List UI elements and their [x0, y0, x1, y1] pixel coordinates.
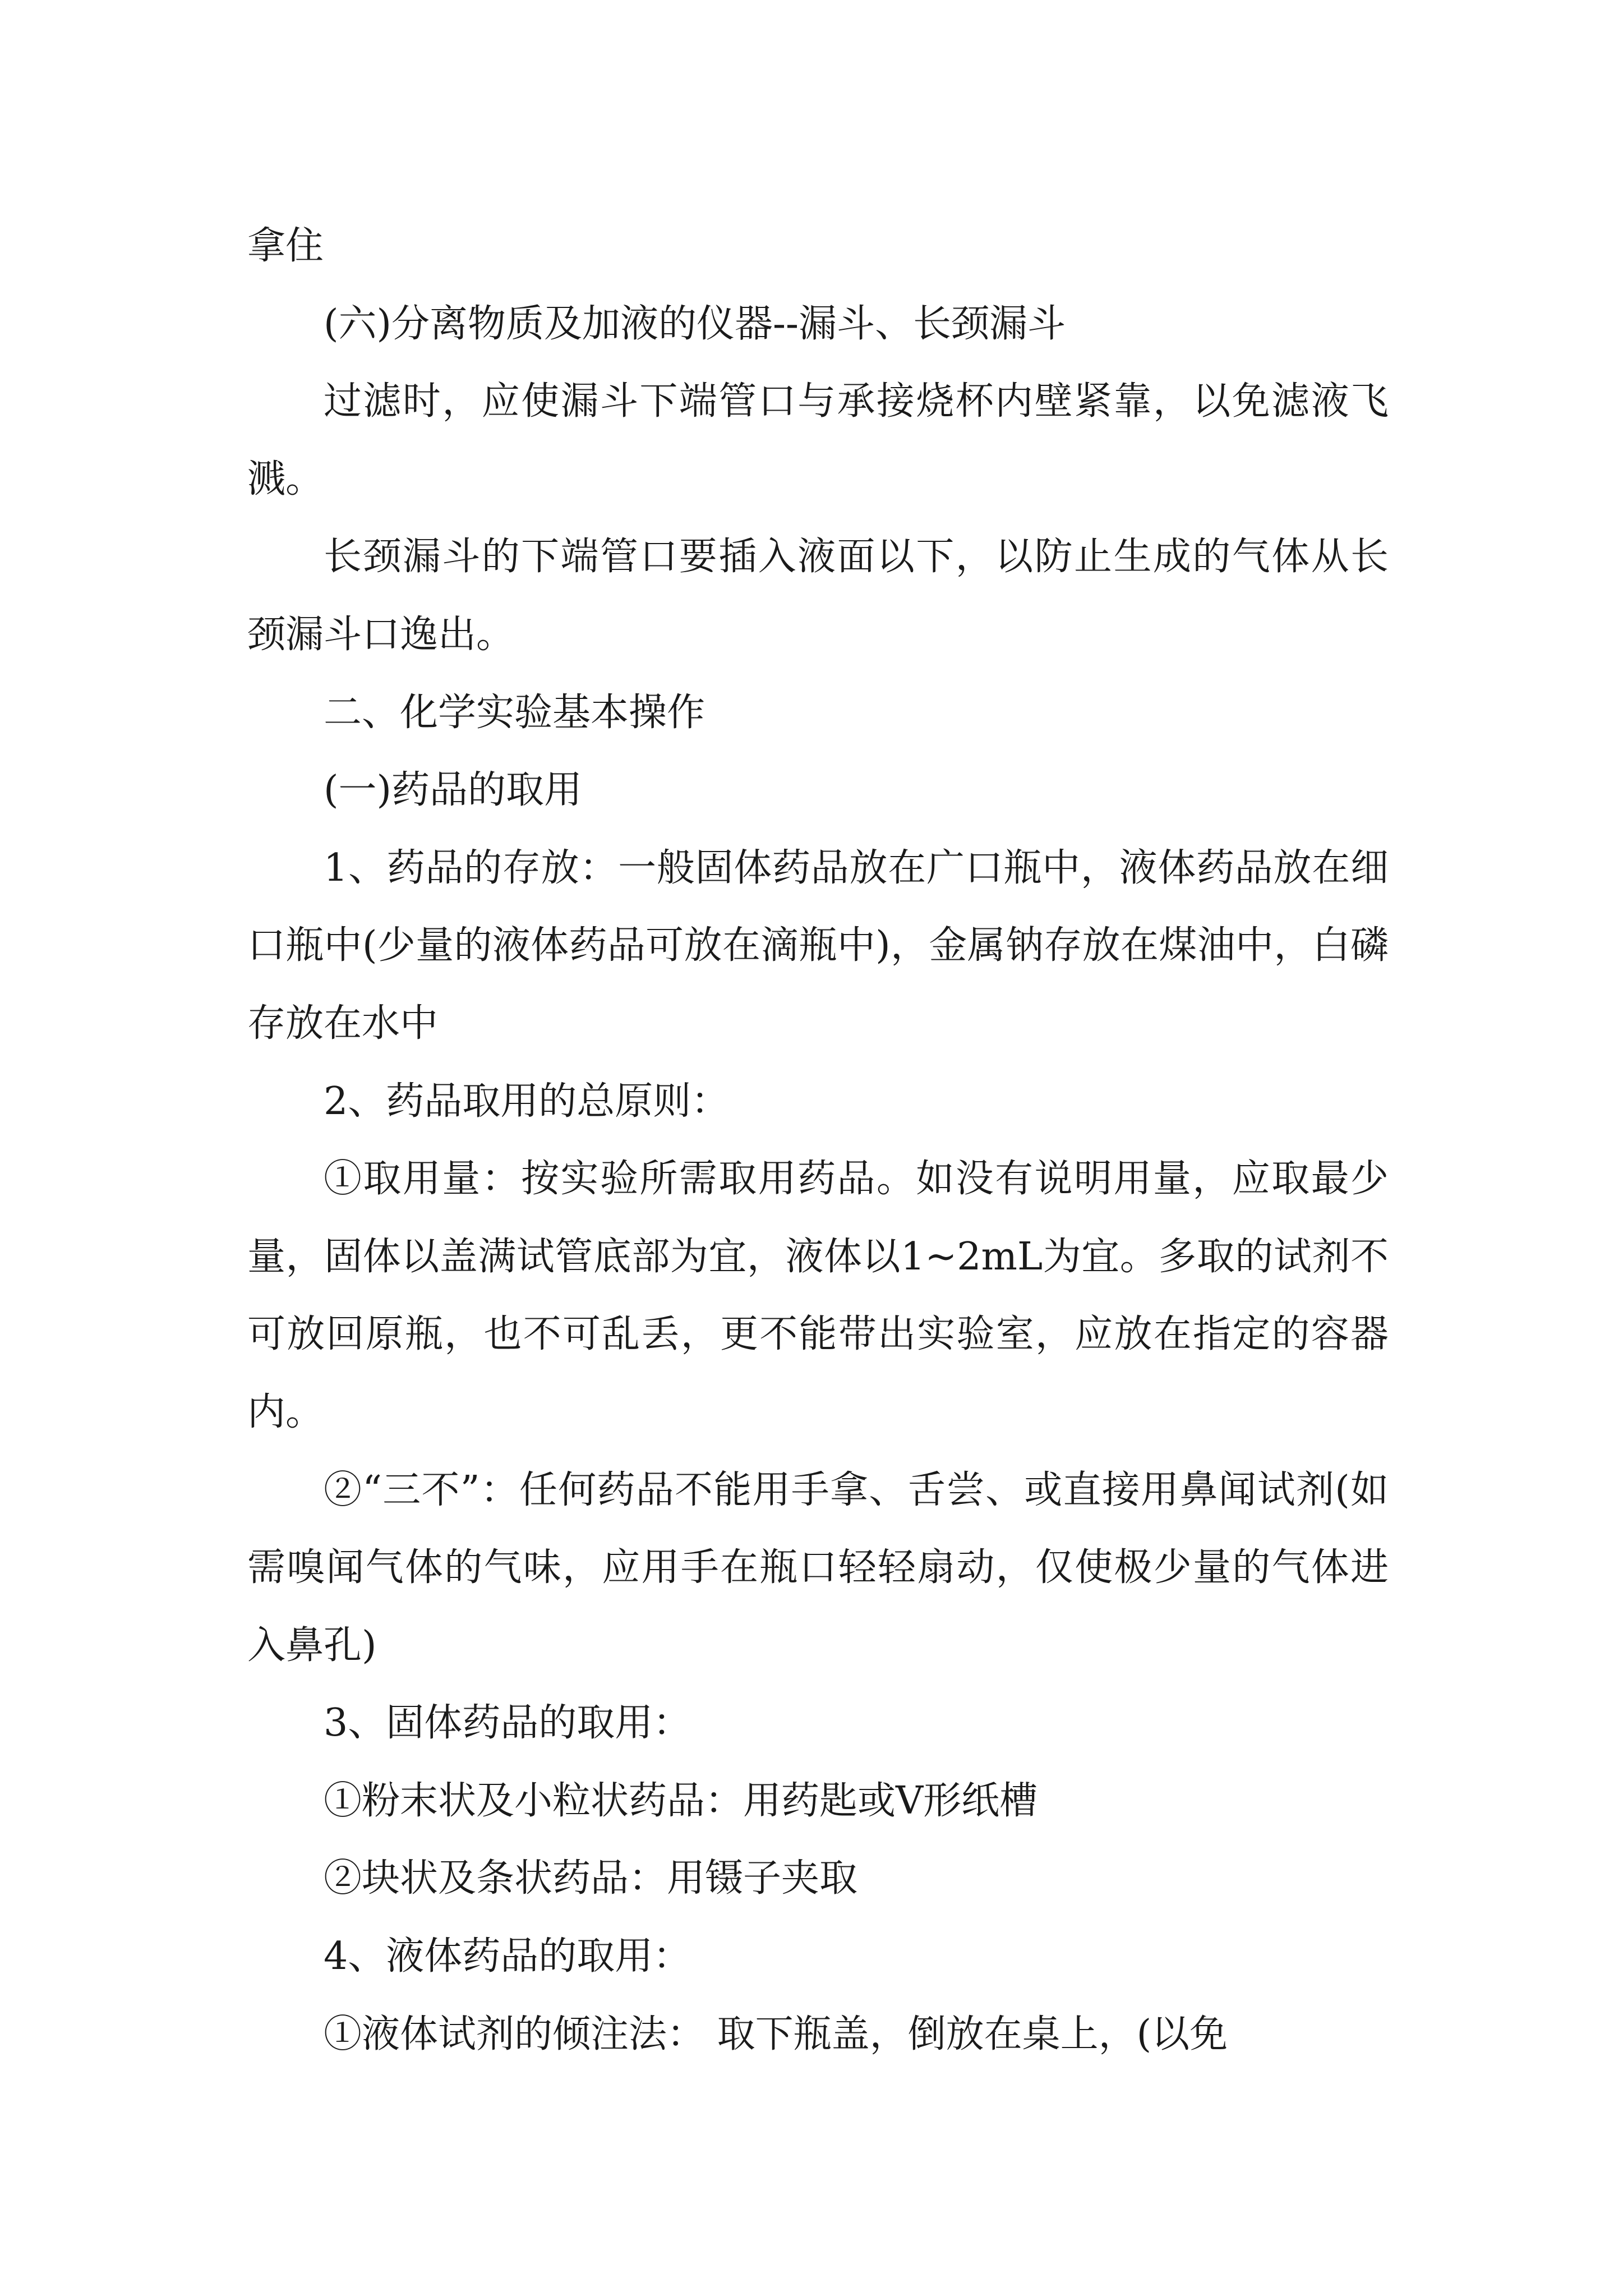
paragraph-continuation: 拿住: [247, 224, 324, 268]
subsection-heading-taking-chemicals: (一)药品的取用: [324, 768, 583, 813]
paragraph-long-neck-funnel: 长颈漏斗的下端管口要插入液面以下，以防止生成的气体从长颈漏斗口逸出。: [247, 535, 1389, 657]
paragraph-block-chemicals: ②块状及条状药品：用镊子夹取: [324, 1856, 858, 1901]
item-heading-solid-chemicals: 3、固体药品的取用：: [324, 1701, 691, 1746]
section-heading-basic-operations: 二、化学实验基本操作: [324, 690, 706, 735]
item-heading-liquid-chemicals: 4、液体药品的取用：: [324, 1934, 691, 1979]
item-heading-general-principles: 2、药品取用的总原则：: [324, 1079, 730, 1124]
paragraph-chemical-storage: 1、药品的存放：一般固体药品放在广口瓶中，液体药品放在细口瓶中(少量的液体药品可放在滴瓶中)，金属钠存放在煤油中，白磷存放在水中: [247, 845, 1389, 1046]
section-heading-separation-instruments: (六)分离物质及加液的仪器--漏斗、长颈漏斗: [324, 301, 1066, 346]
document-body: [247, 208, 1389, 2073]
paragraph-pouring-method: ①液体试剂的倾注法： 取下瓶盖，倒放在桌上，(以免: [324, 2012, 1228, 2056]
paragraph-powder-chemicals: ①粉末状及小粒状药品：用药匙或V形纸槽: [324, 1778, 1038, 1823]
paragraph-three-nots: ②“三不”：任何药品不能用手拿、舌尝、或直接用鼻闻试剂(如需嗅闻气体的气味，应用手在瓶口轻轻扇动，仅使极少量的气体进入鼻孔): [247, 1467, 1389, 1668]
paragraph-amount-to-take: ①取用量：按实验所需取用药品。如没有说明用量，应取最少量，固体以盖满试管底部为宜，液体以1~2mL为宜。多取的试剂不可放回原瓶，也不可乱丢，更不能带出实验室，应放在指定的容器内。: [247, 1157, 1389, 1434]
paragraph-filtration: 过滤时，应使漏斗下端管口与承接烧杯内壁紧靠，以免滤液飞溅。: [247, 379, 1389, 501]
